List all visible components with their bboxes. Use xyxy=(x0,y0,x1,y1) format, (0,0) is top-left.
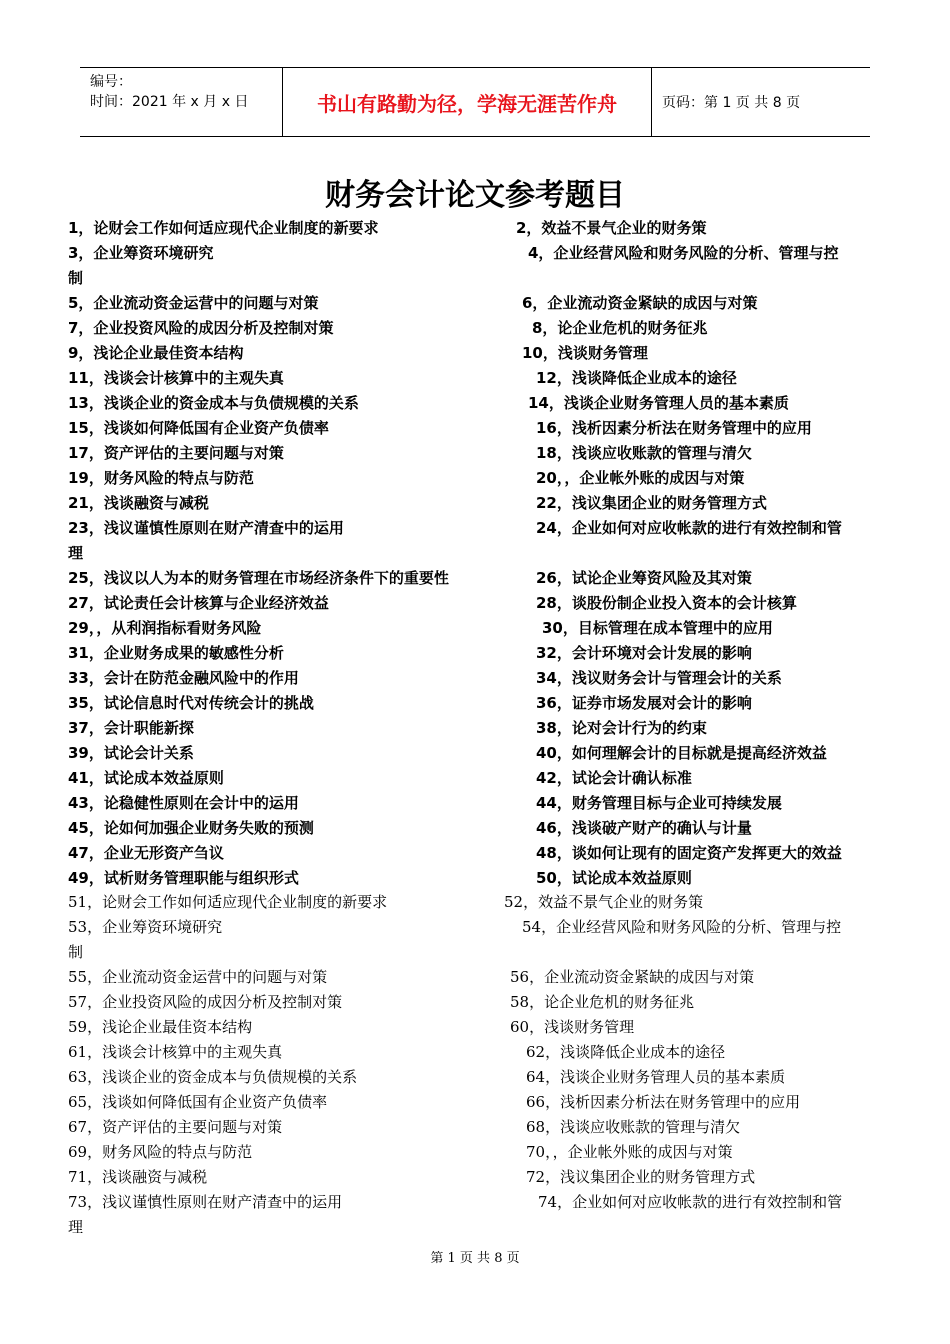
topic-line: 44，财务管理目标与企业可持续发展 xyxy=(536,794,782,812)
topic-line: 58，论企业危机的财务征兆 xyxy=(510,993,695,1011)
page-info: 页码：第 1 页 共 8 页 xyxy=(662,95,801,111)
topic-line: 40，如何理解会计的目标就是提高经济效益 xyxy=(536,744,827,762)
topic-line: 41，试论成本效益原则 xyxy=(68,769,224,787)
topic-line: 55，企业流动资金运营中的问题与对策 xyxy=(68,968,328,986)
topic-line: 28，谈股份制企业投入资本的会计核算 xyxy=(536,594,797,612)
topic-line: 1，论财会工作如何适应现代企业制度的新要求 xyxy=(68,219,379,237)
topic-line: 48，谈如何让现有的固定资产发挥更大的效益 xyxy=(536,844,842,862)
topic-line: 65，浅谈如何降低国有企业资产负债率 xyxy=(68,1093,328,1111)
topic-line: 20，，企业帐外账的成因与对策 xyxy=(536,469,745,487)
page-header xyxy=(80,67,870,137)
topic-line: 39，试论会计关系 xyxy=(68,744,194,762)
topic-line: 12，浅谈降低企业成本的途径 xyxy=(536,369,737,387)
topic-line: 50，试论成本效益原则 xyxy=(536,869,692,887)
topic-line: 3，企业筹资环境研究 xyxy=(68,244,214,262)
topic-line: 理 xyxy=(68,1218,84,1236)
topic-line: 19，财务风险的特点与防范 xyxy=(68,469,254,487)
topic-line: 62，浅谈降低企业成本的途径 xyxy=(526,1043,726,1061)
number-label: 编号： xyxy=(90,74,132,90)
topic-line: 27，试论责任会计核算与企业经济效益 xyxy=(68,594,329,612)
topic-line: 16，浅析因素分析法在财务管理中的应用 xyxy=(536,419,812,437)
topic-line: 67，资产评估的主要问题与对策 xyxy=(68,1118,283,1136)
topic-line: 35，试论信息时代对传统会计的挑战 xyxy=(68,694,314,712)
topic-line: 72，浅议集团企业的财务管理方式 xyxy=(526,1168,756,1186)
topic-line: 74，企业如何对应收帐款的进行有效控制和管 xyxy=(538,1193,843,1211)
topic-line: 64，浅谈企业财务管理人员的基本素质 xyxy=(526,1068,786,1086)
topic-line: 6，企业流动资金紧缺的成因与对策 xyxy=(522,294,758,312)
topic-line: 10，浅谈财务管理 xyxy=(522,344,648,362)
topic-line: 51，论财会工作如何适应现代企业制度的新要求 xyxy=(68,893,388,911)
topic-line: 60，浅谈财务管理 xyxy=(510,1018,635,1036)
topic-line: 38，论对会计行为的约束 xyxy=(536,719,707,737)
topic-line: 2，效益不景气企业的财务策 xyxy=(516,219,707,237)
topic-line: 24，企业如何对应收帐款的进行有效控制和管 xyxy=(536,519,842,537)
topic-line: 9，浅论企业最佳资本结构 xyxy=(68,344,244,362)
topic-line: 21，浅谈融资与减税 xyxy=(68,494,209,512)
time-label: 时间：2021 年 x 月 x 日 xyxy=(90,94,249,110)
topic-line: 46，浅谈破产财产的确认与计量 xyxy=(536,819,752,837)
topic-line: 63，浅谈企业的资金成本与负债规模的关系 xyxy=(68,1068,358,1086)
topic-line: 8，论企业危机的财务征兆 xyxy=(532,319,708,337)
motto: 书山有路勤为径，学海无涯苦作舟 xyxy=(282,68,652,136)
topic-line: 37，会计职能新探 xyxy=(68,719,194,737)
topic-line: 70，，企业帐外账的成因与对策 xyxy=(526,1143,733,1161)
topic-line: 43，论稳健性原则在会计中的运用 xyxy=(68,794,299,812)
topic-line: 理 xyxy=(68,544,84,562)
topic-line: 26，试论企业筹资风险及其对策 xyxy=(536,569,752,587)
topic-line: 5，企业流动资金运营中的问题与对策 xyxy=(68,294,319,312)
topic-line: 18，浅谈应收账款的管理与清欠 xyxy=(536,444,752,462)
topic-line: 47，企业无形资产刍议 xyxy=(68,844,224,862)
topic-line: 13，浅谈企业的资金成本与负债规模的关系 xyxy=(68,394,359,412)
topic-line: 36，证券市场发展对会计的影响 xyxy=(536,694,752,712)
topic-line: 42，试论会计确认标准 xyxy=(536,769,692,787)
header-meta xyxy=(80,68,282,136)
document-title: 财务会计论文参考题目 xyxy=(325,178,625,213)
topic-line: 56，企业流动资金紧缺的成因与对策 xyxy=(510,968,755,986)
topic-line: 制 xyxy=(68,943,84,961)
topic-line: 68，浅谈应收账款的管理与清欠 xyxy=(526,1118,741,1136)
topic-line: 32，会计环境对会计发展的影响 xyxy=(536,644,752,662)
topic-line: 57，企业投资风险的成因分析及控制对策 xyxy=(68,993,343,1011)
topic-line: 59，浅论企业最佳资本结构 xyxy=(68,1018,253,1036)
topic-line: 制 xyxy=(68,269,84,287)
topic-line: 49，试析财务管理职能与组织形式 xyxy=(68,869,299,887)
topic-line: 33，会计在防范金融风险中的作用 xyxy=(68,669,299,687)
topic-line: 29，，从利润指标看财务风险 xyxy=(68,619,262,637)
topic-line: 53，企业筹资环境研究 xyxy=(68,918,223,936)
topic-line: 15，浅谈如何降低国有企业资产负债率 xyxy=(68,419,329,437)
page-footer: 第 1 页 共 8 页 xyxy=(430,1251,520,1266)
topic-line: 30，目标管理在成本管理中的应用 xyxy=(542,619,773,637)
topic-line: 4，企业经营风险和财务风险的分析、管理与控 xyxy=(528,244,839,262)
topic-line: 22，浅议集团企业的财务管理方式 xyxy=(536,494,767,512)
topic-line: 69，财务风险的特点与防范 xyxy=(68,1143,253,1161)
topic-line: 52，效益不景气企业的财务策 xyxy=(504,893,704,911)
topic-line: 34，浅议财务会计与管理会计的关系 xyxy=(536,669,782,687)
topic-line: 54，企业经营风险和财务风险的分析、管理与控 xyxy=(522,918,842,936)
topic-line: 71，浅谈融资与减税 xyxy=(68,1168,208,1186)
topic-line: 73，浅议谨慎性原则在财产清查中的运用 xyxy=(68,1193,343,1211)
topic-line: 66，浅析因素分析法在财务管理中的应用 xyxy=(526,1093,801,1111)
topic-line: 23，浅议谨慎性原则在财产清查中的运用 xyxy=(68,519,344,537)
topic-line: 31，企业财务成果的敏感性分析 xyxy=(68,644,284,662)
topic-line: 17，资产评估的主要问题与对策 xyxy=(68,444,284,462)
topic-line: 7，企业投资风险的成因分析及控制对策 xyxy=(68,319,334,337)
topic-line: 25，浅议以人为本的财务管理在市场经济条件下的重要性 xyxy=(68,569,449,587)
topic-line: 61，浅谈会计核算中的主观失真 xyxy=(68,1043,283,1061)
topic-line: 11，浅谈会计核算中的主观失真 xyxy=(68,369,284,387)
topic-line: 14，浅谈企业财务管理人员的基本素质 xyxy=(528,394,789,412)
topic-line: 45，论如何加强企业财务失败的预测 xyxy=(68,819,314,837)
